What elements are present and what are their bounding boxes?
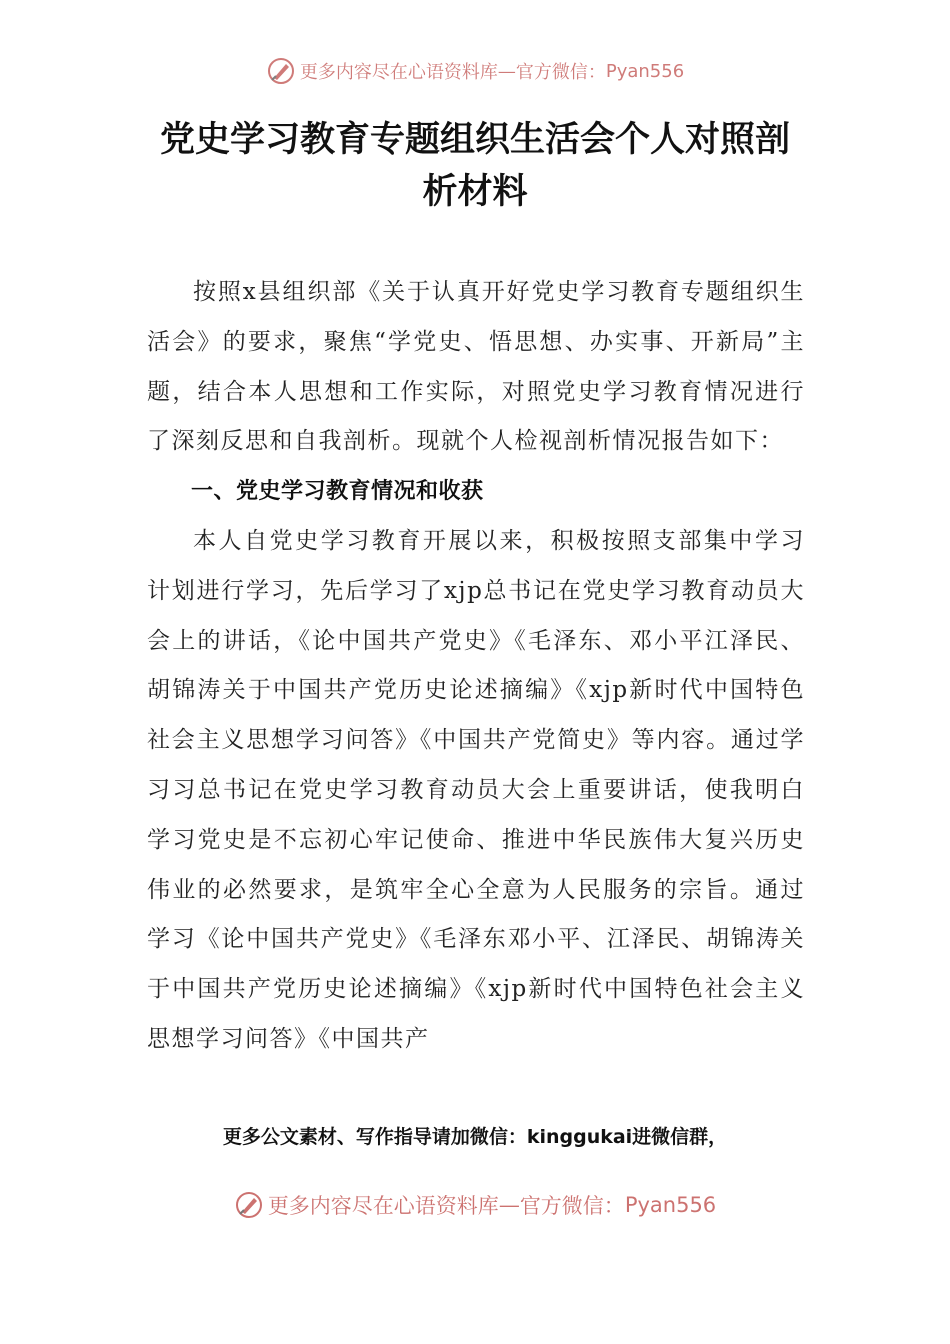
watermark-contact-id: Pyan556 [605,60,685,82]
brand-logo-icon [234,1190,264,1220]
watermark-contact-label: 官方微信： [515,62,606,83]
watermark-brand: 更多内容尽在心语资料库 [299,62,498,83]
watermark-contact-label: 官方微信： [519,1194,625,1218]
watermark-contact-id: Pyan556 [624,1193,717,1217]
section-paragraph: 本人自党史学习教育开展以来，积极按照支部集中学习计划进行学习，先后学习了xjp总书记在党史学习教育动员大会上的讲话，《论中国共产党史》《毛泽东、邓小平江泽民、胡锦涛关于中国共产党历史论述摘编》《xjp新时代中国特色社会主义思想学习问答》《中国共产党简史》等内容。通过学习习总书记在党史学习教育动员大会上重要讲话，使我明白学习党史是不忘初心牢记使命、推进中华民族伟大复兴历史伟业的必然要求，是筑牢全心全意为人民服务的宗旨。通过学习《论中国共产党史》《毛泽东邓小平、江泽民、胡锦涛关于中国共产党历史论述摘编》《xjp新时代中国特色社会主义思想学习问答》《中国共产 [147,527,805,1052]
watermark-separator: — [497,60,516,82]
watermark-footer [0,1188,950,1222]
intro-paragraph: 按照x县组织部《关于认真开好党史学习教育专题组织生活会》的要求，聚焦“学党史、悟思想、办实事、开新局”主题，结合本人思想和工作实际，对照党史学习教育情况进行了深刻反思和自我剖析。现就个人检视剖析情况报告如下： [147,279,805,455]
brand-logo-icon [266,56,296,86]
watermark-brand: 更多内容尽在心语资料库 [267,1194,499,1218]
document-body [147,268,805,1065]
document-title: 党史学习教育专题组织生活会个人对照剖析材料 [159,119,790,212]
watermark-header [0,54,950,88]
promo-line: 更多公文素材、写作指导请加微信：kinggukai进微信群， [222,1126,728,1148]
watermark-separator: — [498,1193,520,1217]
section-heading: 一、党史学习教育情况和收获 [191,479,484,505]
